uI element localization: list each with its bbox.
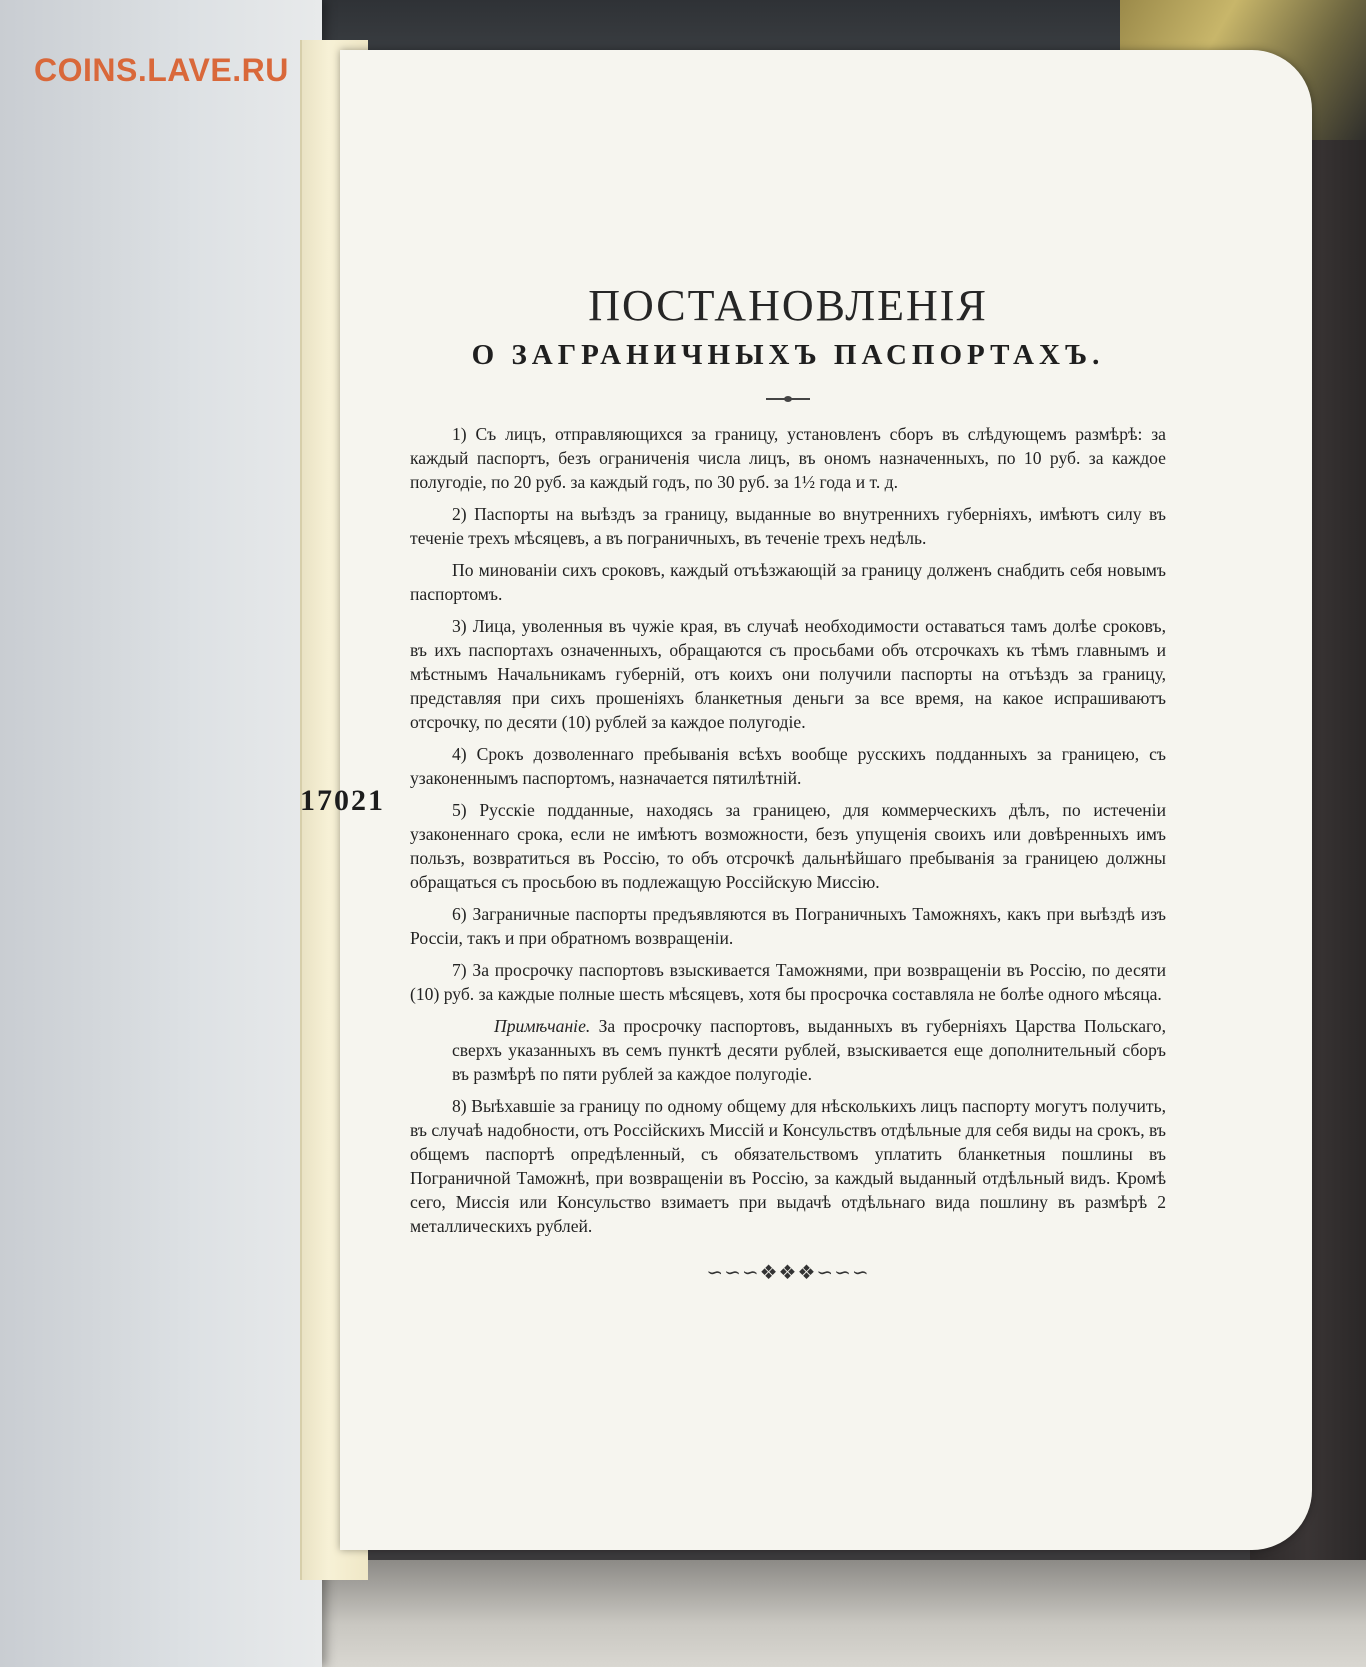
- note-text: За просрочку паспортовъ, выданныхъ въ губерніяхъ Царства Польскаго, сверхъ указанныхъ въ семъ пунктѣ десяти рублей, взыскивается еще дополнительный сборъ въ размѣрѣ по пяти рублей за каждое полугодіе.: [452, 1016, 1166, 1084]
- paragraph-7: 7) За просрочку паспортовъ взыскивается Таможнями, при возвращеніи въ Россію, по десяти (10) руб. за каждые полные шесть мѣсяцевъ, хотя бы просрочка составляла не болѣе одного мѣсяца.: [410, 960, 1166, 1004]
- paragraph-5: 5) Русскіе подданные, находясь за границею, для коммерческихъ дѣлъ, по истеченіи узаконеннаго срока, если не имѣютъ возможности, безъ упущенія своихъ или довѣренныхъ имъ пользъ, возвратиться въ Россію, то объ отсрочкѣ дальнѣйшаго пребыванія за границею должны обращаться съ просьбою въ подлежащую Россійскую Миссію.: [410, 800, 1166, 892]
- document-title: ПОСТАНОВЛЕНІЯ: [588, 281, 988, 330]
- ornament-divider-icon: ∽∽∽❖❖❖∽∽∽: [706, 1262, 870, 1284]
- watermark: COINS.LAVE.RU: [34, 52, 289, 88]
- document-subtitle: О ЗАГРАНИЧНЫХЪ ПАСПОРТАХЪ.: [471, 339, 1105, 371]
- inventory-stamp: 17021: [300, 784, 385, 817]
- paragraph-2: 2) Паспорты на выѣздъ за границу, выданные во внутреннихъ губерніяхъ, имѣютъ силу въ теченіе трехъ мѣсяцевъ, а въ пограничныхъ, въ теченіе трехъ недѣль.: [410, 504, 1166, 548]
- paragraph-8: 8) Выѣхавшіе за границу по одному общему для нѣсколькихъ лицъ паспорту могутъ получить, въ случаѣ надобности, отъ Россійскихъ Миссій и Консульствъ отдѣльные для себя виды на срокъ, въ общемъ паспортѣ опредѣленный, съ обязательствомъ уплатить бланкетныя пошлины въ Пограничной Таможнѣ, при возвращеніи въ Россію, за каждый выданный отдѣльный видъ. Кромѣ сего, Миссія или Консульство взимаетъ при выдачѣ отдѣльнаго вида пошлину въ размѣрѣ 2 металлическихъ рублей.: [410, 1096, 1166, 1236]
- title-rule: [766, 398, 810, 400]
- paragraph-1: 1) Съ лицъ, отправляющихся за границу, установленъ сборъ въ слѣдующемъ размѣрѣ: за каждый паспортъ, безъ ограниченія числа лицъ, въ ономъ назначенныхъ, по 10 руб. за каждое полугодіе, по 20 руб. за каждый годъ, по 30 руб. за 1½ года и т. д.: [410, 424, 1166, 492]
- paragraph-4: 4) Срокъ дозволеннаго пребыванія всѣхъ вообще русскихъ подданныхъ за границею, съ узаконеннымъ паспортомъ, назначается пятилѣтній.: [410, 744, 1166, 788]
- paragraph-2-continued: По минованіи сихъ сроковъ, каждый отъѣзжающій за границу долженъ снабдить себя новымъ паспортомъ.: [410, 560, 1166, 604]
- note: [452, 1014, 1166, 1086]
- paragraph-6: 6) Заграничные паспорты предъявляются въ Пограничныхъ Таможняхъ, какъ при выѣздѣ изъ Россіи, такъ и при обратномъ возвращеніи.: [410, 904, 1166, 948]
- document-body: [410, 280, 1166, 1285]
- paragraph-3: 3) Лица, уволенныя въ чужіе края, въ случаѣ необходимости оставаться тамъ долѣе сроковъ, въ ихъ паспортахъ означенныхъ, обращаются съ просьбами объ отсрочкахъ къ тѣмъ главнымъ и мѣстнымъ Начальникамъ губерній, отъ коихъ они получили паспорты на отъѣздъ за границу, представляя при сихъ прошеніяхъ бланкетныя деньги за все время, на какое испрашиваютъ отсрочку, по десяти (10) рублей за каждое полугодіе.: [410, 616, 1166, 732]
- note-label: Примѣчаніе.: [494, 1016, 591, 1036]
- left-page: [0, 0, 322, 1667]
